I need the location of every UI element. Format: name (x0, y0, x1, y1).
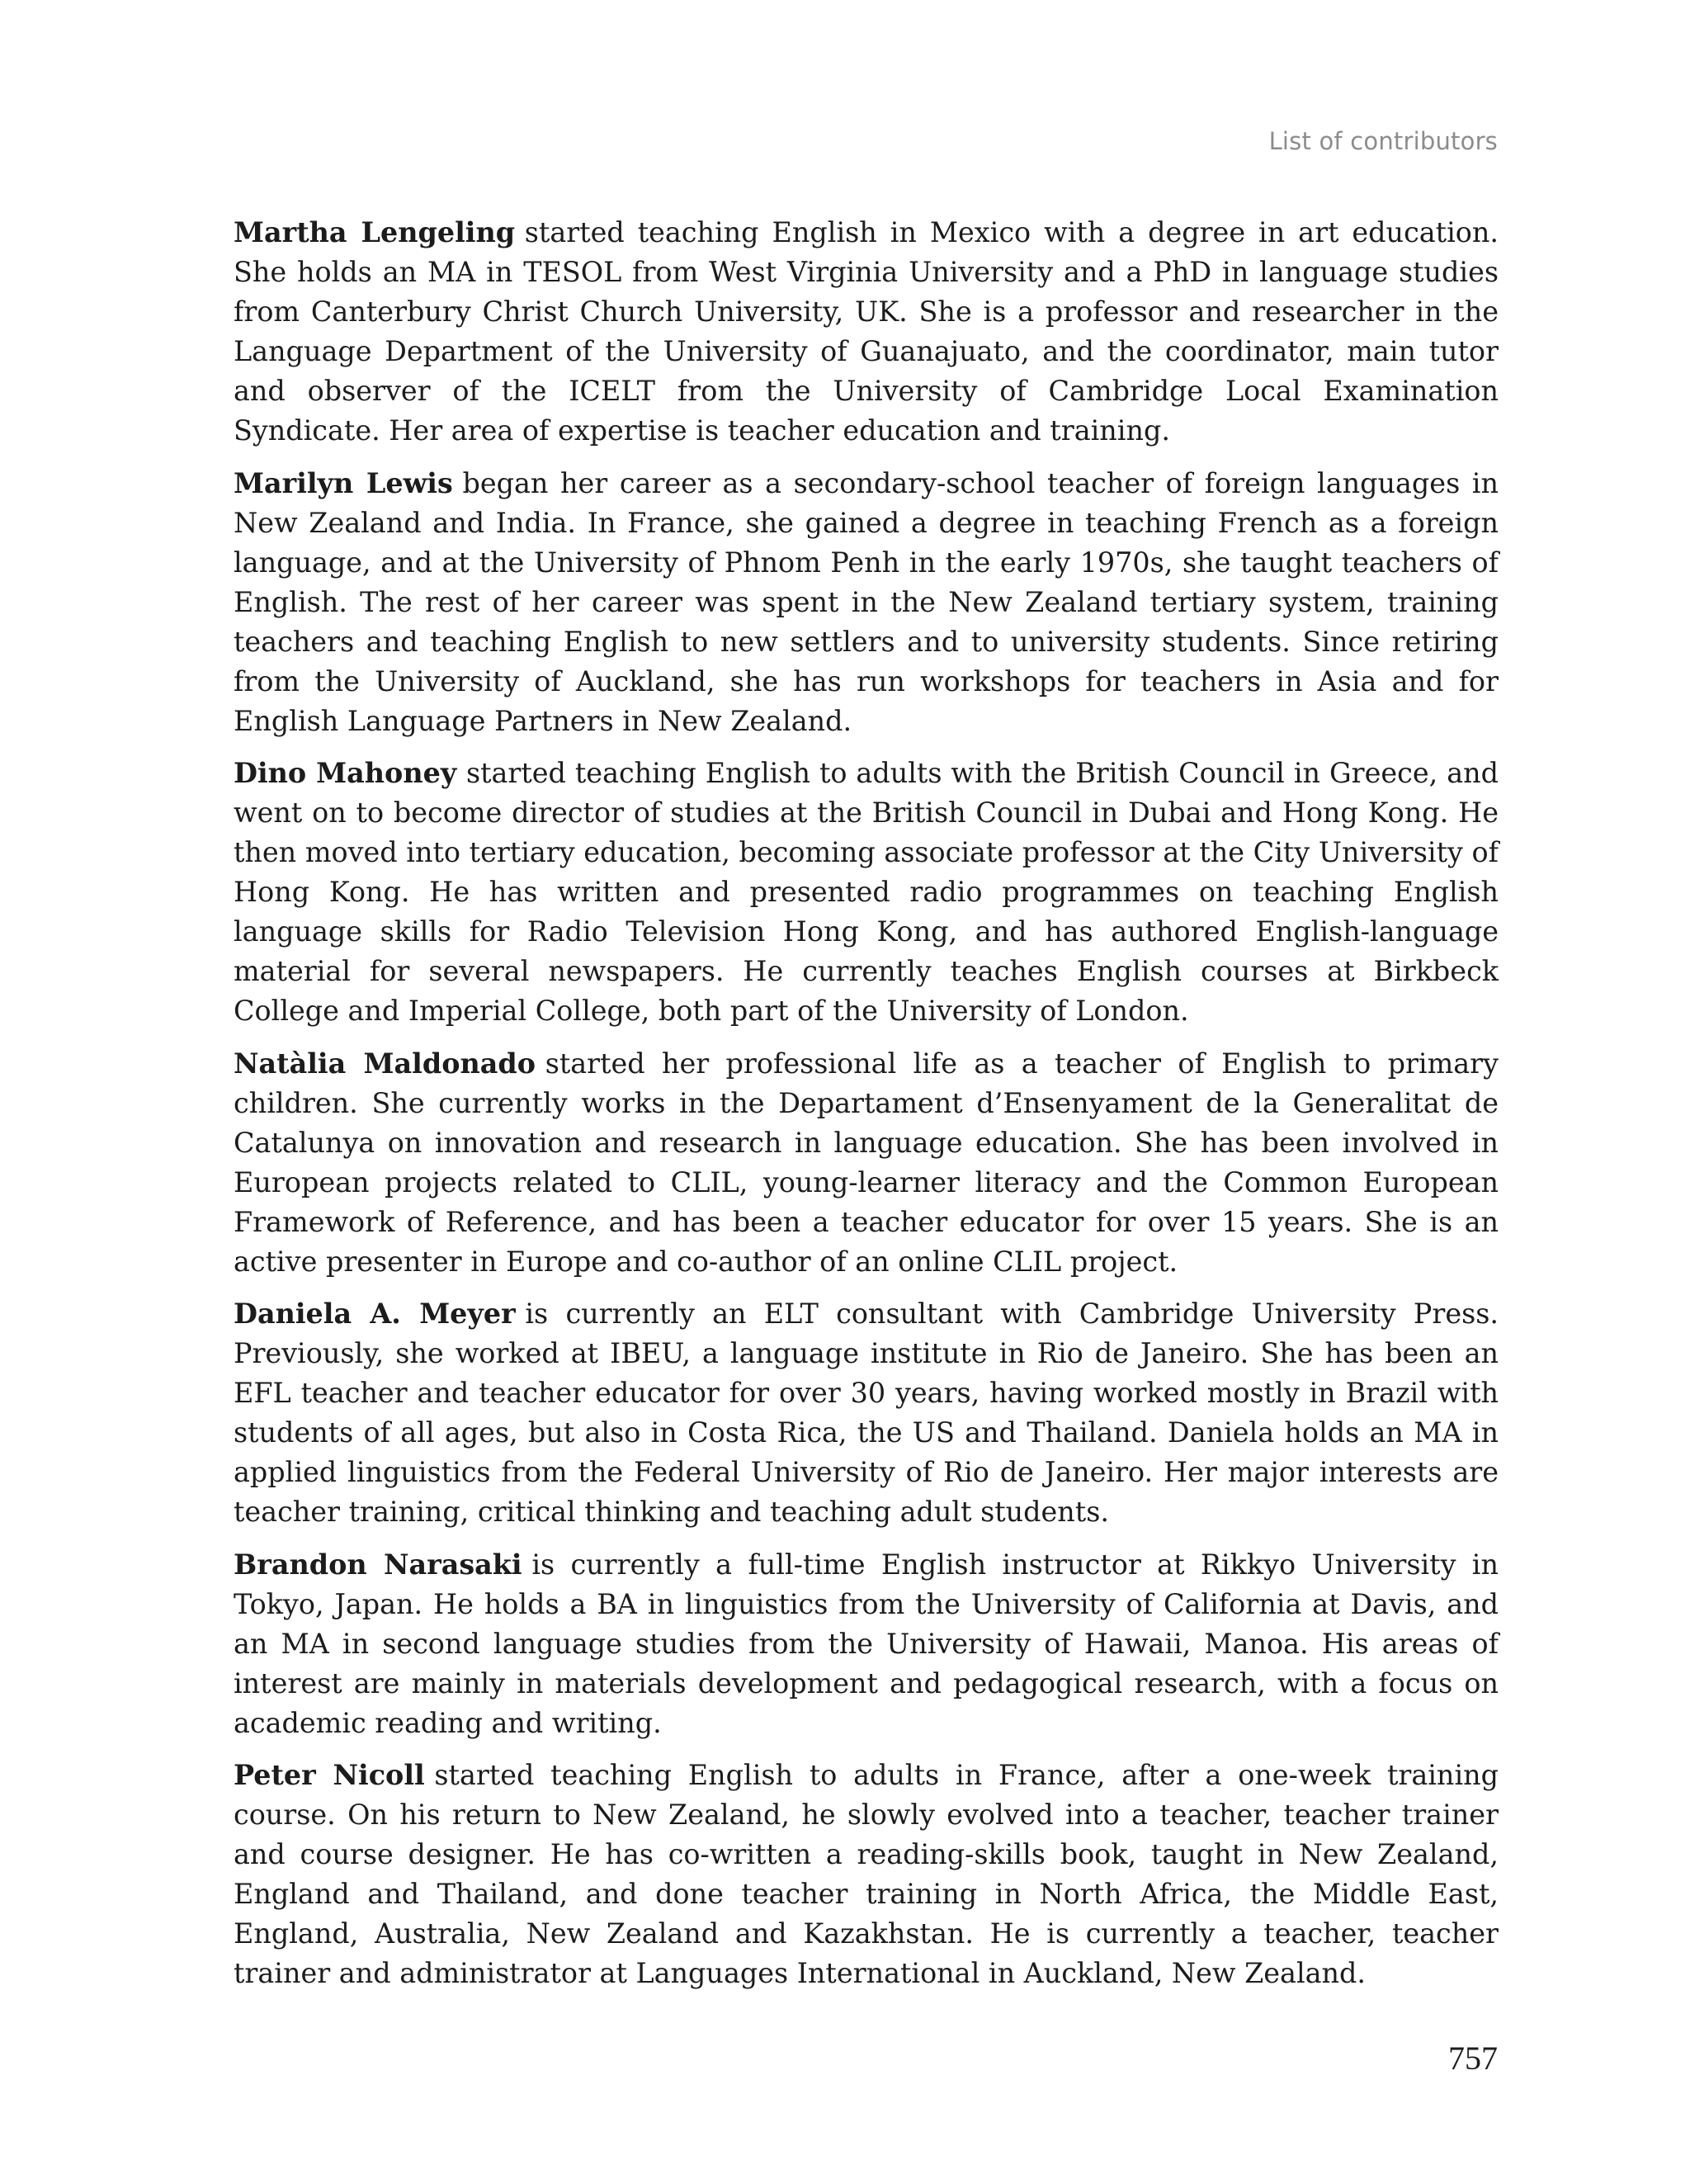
contributor-bio: is currently an ELT consultant with Cambridge University Press. Previously, she worked at IBEU, a language institute in Rio de Janeiro. She has been an EFL teacher and teacher educator for over 30 years, having worked mostly in Brazil with students of all ages, but also in Costa Rica, the US and Thailand. Daniela holds an MA in applied linguistics from the Federal University of Rio de Janeiro. Her major interests are teacher training, critical thinking and teaching adult students. (234, 1298, 1499, 1528)
contributor-entry (234, 464, 1499, 741)
contributor-entry (234, 213, 1499, 451)
contributor-entry (234, 1294, 1499, 1532)
contributor-name: Natàlia Maldonado (234, 1047, 536, 1080)
contributor-name: Martha Lengeling (234, 216, 516, 248)
contributor-bio: is currently a full-time English instructor at Rikkyo University in Tokyo, Japan. He holds a BA in linguistics from the University of California at Davis, and an MA in second language studies from the University of Hawaii, Manoa. His areas of interest are mainly in materials development and pedagogical research, with a focus on academic reading and writing. (234, 1548, 1499, 1739)
contributor-name: Peter Nicoll (234, 1759, 425, 1791)
contributor-entry (234, 1756, 1499, 1993)
contributor-bio: started teaching English to adults with the British Council in Greece, and went on to become director of studies at the British Council in Dubai and Hong Kong. He then moved into tertiary education, becoming associate professor at the City University of Hong Kong. He has written and presented radio programmes on teaching English language skills for Radio Television Hong Kong, and has authored English-language material for several newspapers. He currently teaches English courses at Birkbeck College and Imperial College, both part of the University of London. (234, 757, 1499, 1027)
contributor-bio: started her professional life as a teacher of English to primary children. She currently works in the Departament d’Ensenyament de la Generalitat de Catalunya on innovation and research in language education. She has been involved in European projects related to CLIL, young-learner literacy and the Common European Framework of Reference, and has been a teacher educator for over 15 years. She is an active presenter in Europe and co-author of an online CLIL project. (234, 1047, 1499, 1278)
contributors-list (234, 213, 1499, 2007)
contributor-entry (234, 754, 1499, 1031)
contributor-bio: started teaching English in Mexico with a degree in art education. She holds an MA in TESOL from West Virginia University and a PhD in language studies from Canterbury Christ Church University, UK. She is a professor and researcher in the Language Department of the University of Guanajuato, and the coordinator, main tutor and observer of the ICELT from the University of Cambridge Local Examination Syndicate. Her area of expertise is teacher education and training. (234, 216, 1499, 447)
page-number: 757 (1448, 2040, 1498, 2077)
contributor-bio: started teaching English to adults in France, after a one-week training course. On his return to New Zealand, he slowly evolved into a teacher, teacher trainer and course designer. He has co-written a reading-skills book, taught in New Zealand, England and Thailand, and done teacher training in North Africa, the Middle East, England, Australia, New Zealand and Kazakhstan. He is currently a teacher, teacher trainer and administrator at Languages International in Auckland, New Zealand. (234, 1759, 1499, 1989)
contributor-name: Marilyn Lewis (234, 466, 453, 499)
contributor-bio: began her career as a secondary-school teacher of foreign languages in New Zealand and India. In France, she gained a degree in teaching French as a foreign language, and at the University of Phnom Penh in the early 1970s, she taught teachers of English. The rest of her career was spent in the New Zealand tertiary system, training teachers and teaching English to new settlers and to university students. Since retiring from the University of Auckland, she has run workshops for teachers in Asia and for English Language Partners in New Zealand. (234, 466, 1499, 737)
contributor-name: Brandon Narasaki (234, 1548, 522, 1581)
contributor-entry (234, 1044, 1499, 1282)
contributor-name: Daniela A. Meyer (234, 1298, 516, 1330)
contributor-entry (234, 1545, 1499, 1743)
contributor-name: Dino Mahoney (234, 757, 457, 789)
running-head: List of contributors (1268, 127, 1498, 155)
